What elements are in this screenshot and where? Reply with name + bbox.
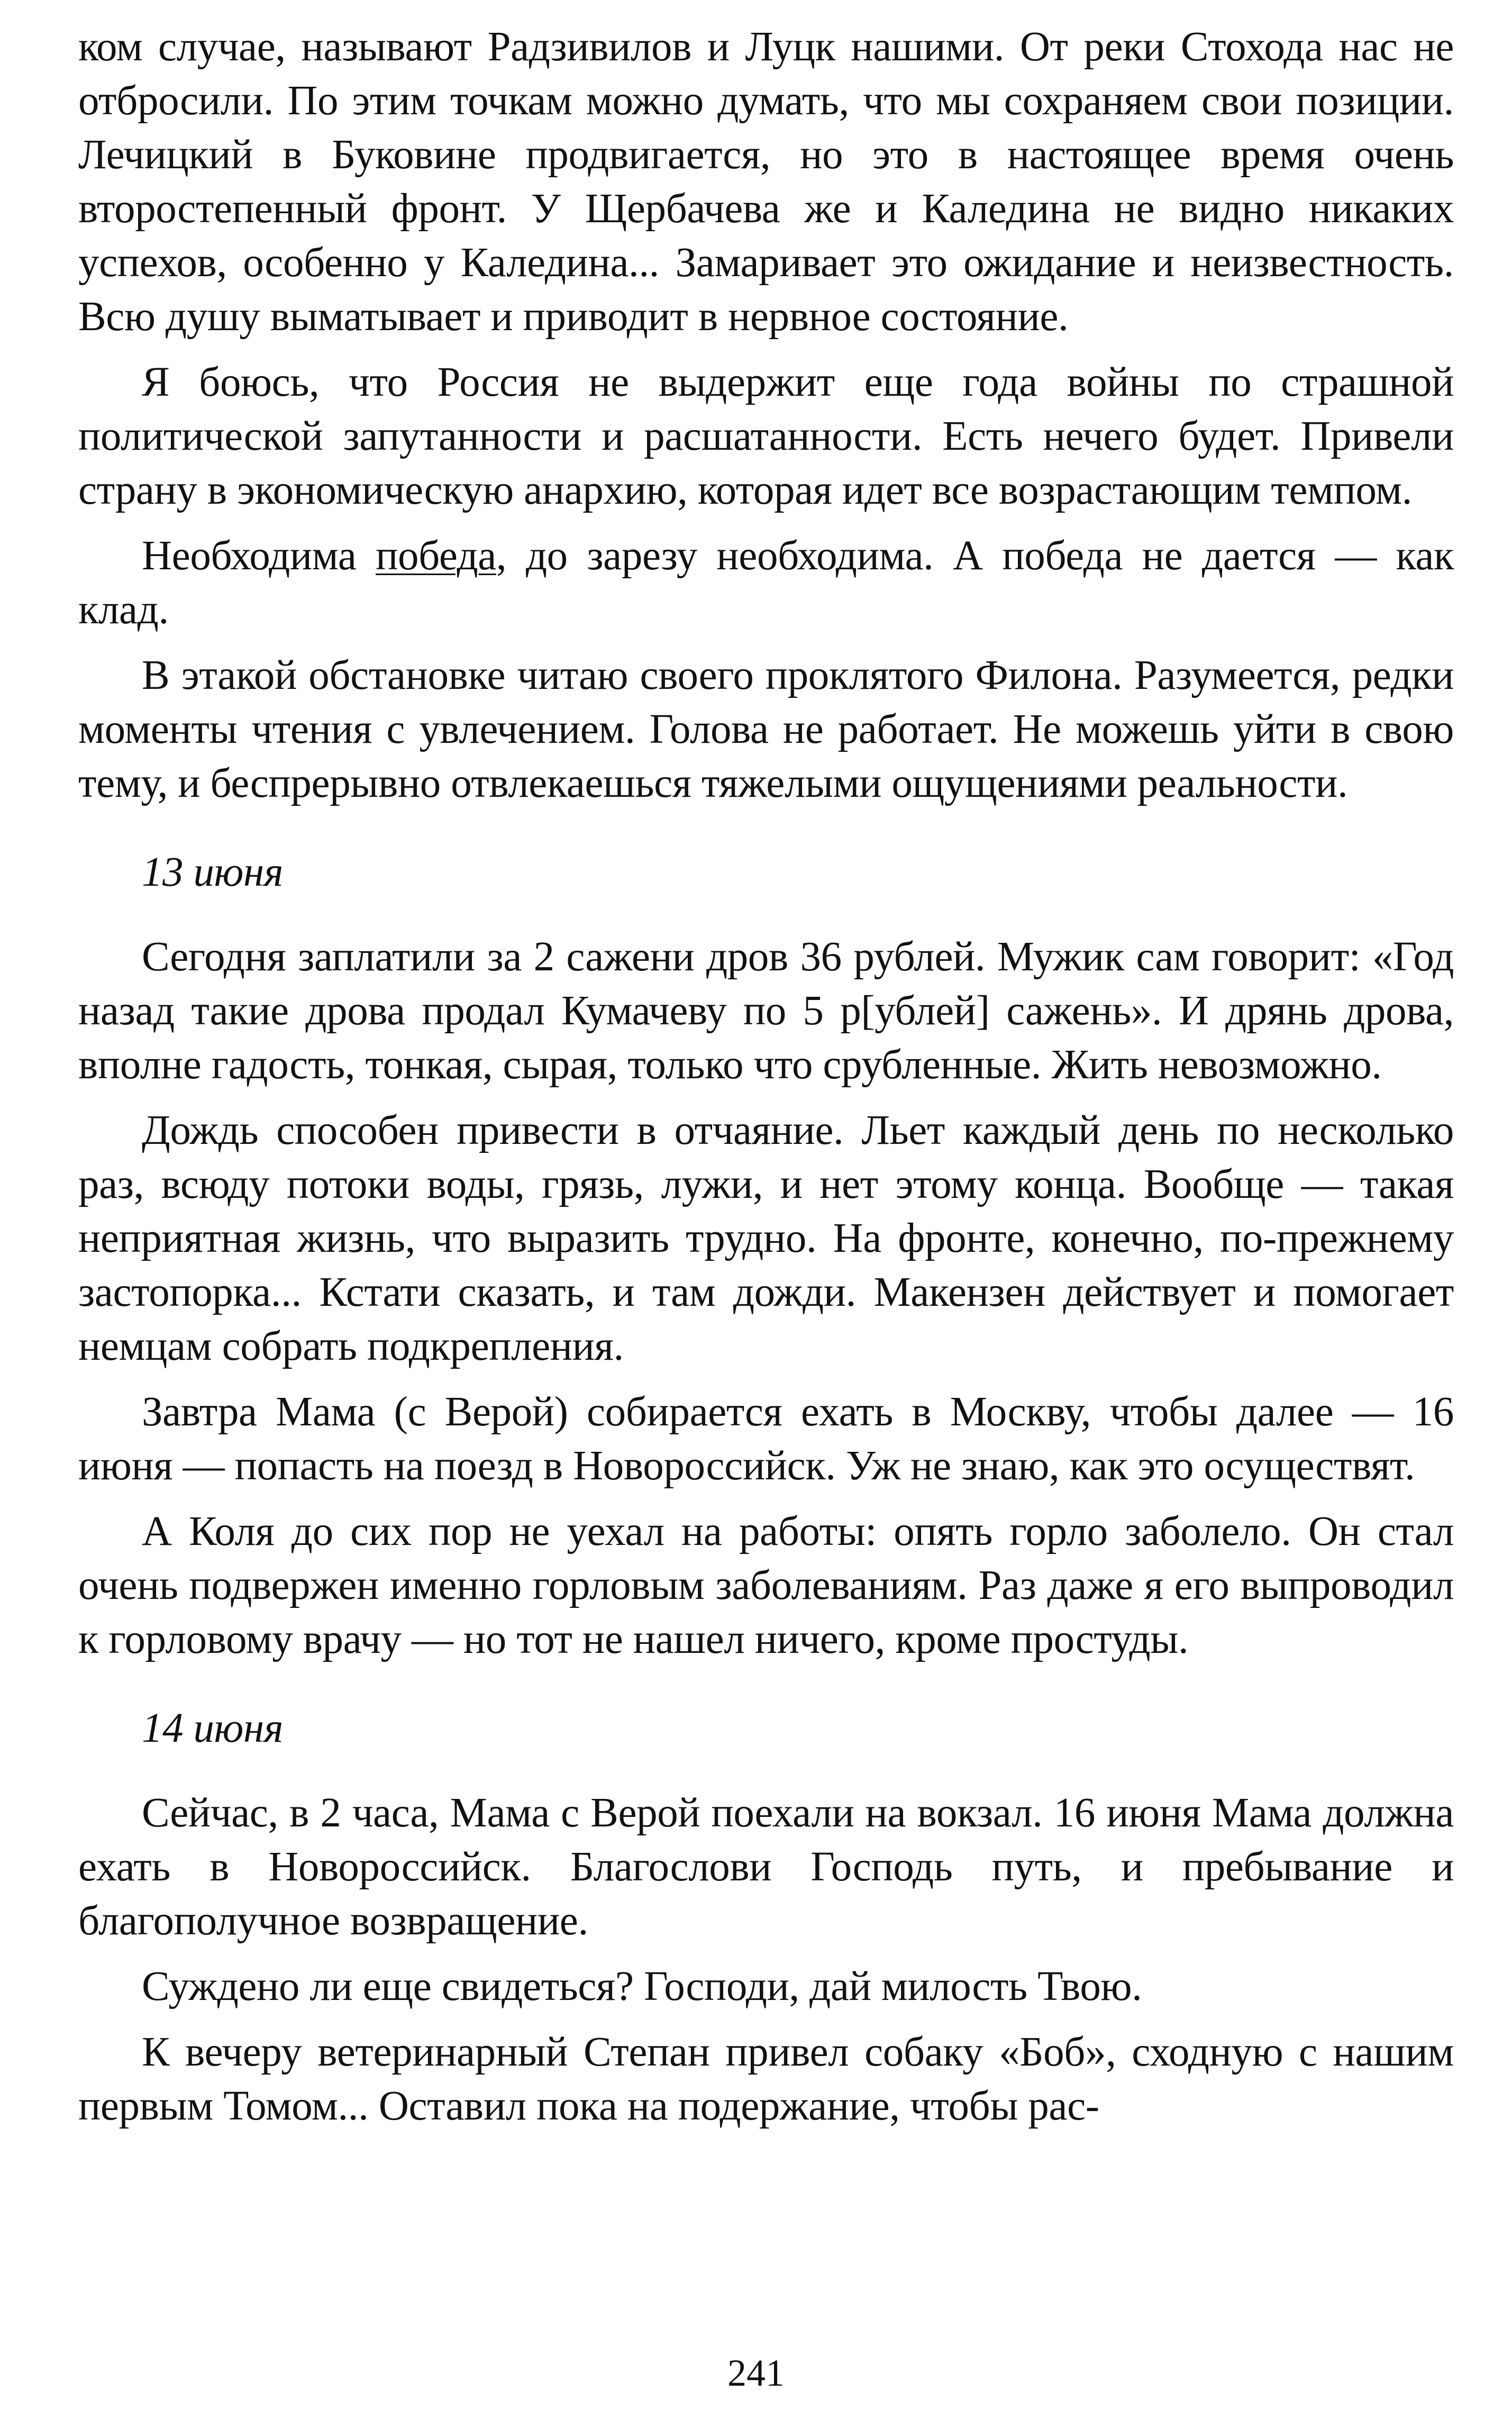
- diary-date-14-june: 14 июня: [142, 1705, 284, 1751]
- paragraph-5: Сегодня заплатили за 2 сажени дров 36 рублей. Мужик сам говорит: «Год назад такие дрова продал Кумачеву по 5 р[ублей] сажень». И дрянь дрова, вполне гадость, тонкая, сырая, только что срубленные. Жить невозможно.: [78, 934, 1454, 1088]
- paragraph-6: Дождь способен привести в отчаяние. Льет каждый день по несколько раз, всюду потоки воды, грязь, лужи, и нет этому конца. Вообще — такая неприятная жизнь, что выразить трудно. На фронте, конечно, по-прежнему застопорка... Кстати сказать, и там дожди. Макензен действует и помогает немцам собрать подкрепления.: [78, 1107, 1454, 1369]
- paragraph-2: Я боюсь, что Россия не выдержит еще года войны по страшной политической запутанности и расшатанности. Есть нечего будет. Привели страну в экономическую анархию, которая идет все возрастающим темпом.: [78, 359, 1454, 513]
- paragraph-4: В этакой обстановке читаю своего проклятого Филона. Разумеется, редки моменты чтения с увлечением. Голова не работает. Не можешь уйти в свою тему, и беспрерывно отвлекаешься тяжелыми ощущениями реальности.: [78, 652, 1454, 806]
- paragraph-3: [78, 529, 1454, 637]
- book-page: [78, 20, 1454, 2145]
- paragraph-9: Сейчас, в 2 часа, Мама с Верой поехали на вокзал. 16 июня Мама должна ехать в Новороссийск. Благослови Господь путь, и пребывание и благополучное возвращение.: [78, 1790, 1454, 1944]
- paragraph-11: К вечеру ветеринарный Степан привел собаку «Боб», сходную с нашим первым Томом... Оставил пока на подержание, чтобы рас-: [78, 2029, 1454, 2129]
- paragraph-8: А Коля до сих пор не уехал на работы: опять горло заболело. Он стал очень подвержен именно горловым заболеваниям. Раз даже я его выпроводил к горловому врачу — но тот не нашел ничего, кроме простуды.: [78, 1508, 1454, 1662]
- diary-date-13-june: 13 июня: [142, 849, 284, 895]
- underlined-word-pobeda: победа: [376, 533, 496, 579]
- paragraph-7: Завтра Мама (с Верой) собирается ехать в Москву, чтобы далее — 16 июня — попасть на поезд в Новороссийск. Уж не знаю, как это осуществят.: [78, 1389, 1454, 1489]
- paragraph-1: ком случае, называют Радзивилов и Луцк нашими. От реки Стохода нас не отбросили. По этим точкам можно думать, что мы сохраняем свои позиции. Лечицкий в Буковине продвигается, но это в настоящее время очень второстепенный фронт. У Щербачева же и Каледина не видно никаких успехов, особенно у Каледина... Замаривает это ожидание и неизвестность. Всю душу выматывает и приводит в нервное состояние.: [78, 24, 1454, 340]
- paragraph-3-part-1: Необходима: [142, 533, 376, 579]
- paragraph-10: Суждено ли еще свидеться? Господи, дай милость Твою.: [142, 1963, 1142, 2009]
- page-number: 241: [727, 2352, 785, 2394]
- paragraph-3-part-3: , до зарезу необходима. А победа не дается — как клад.: [78, 533, 1454, 633]
